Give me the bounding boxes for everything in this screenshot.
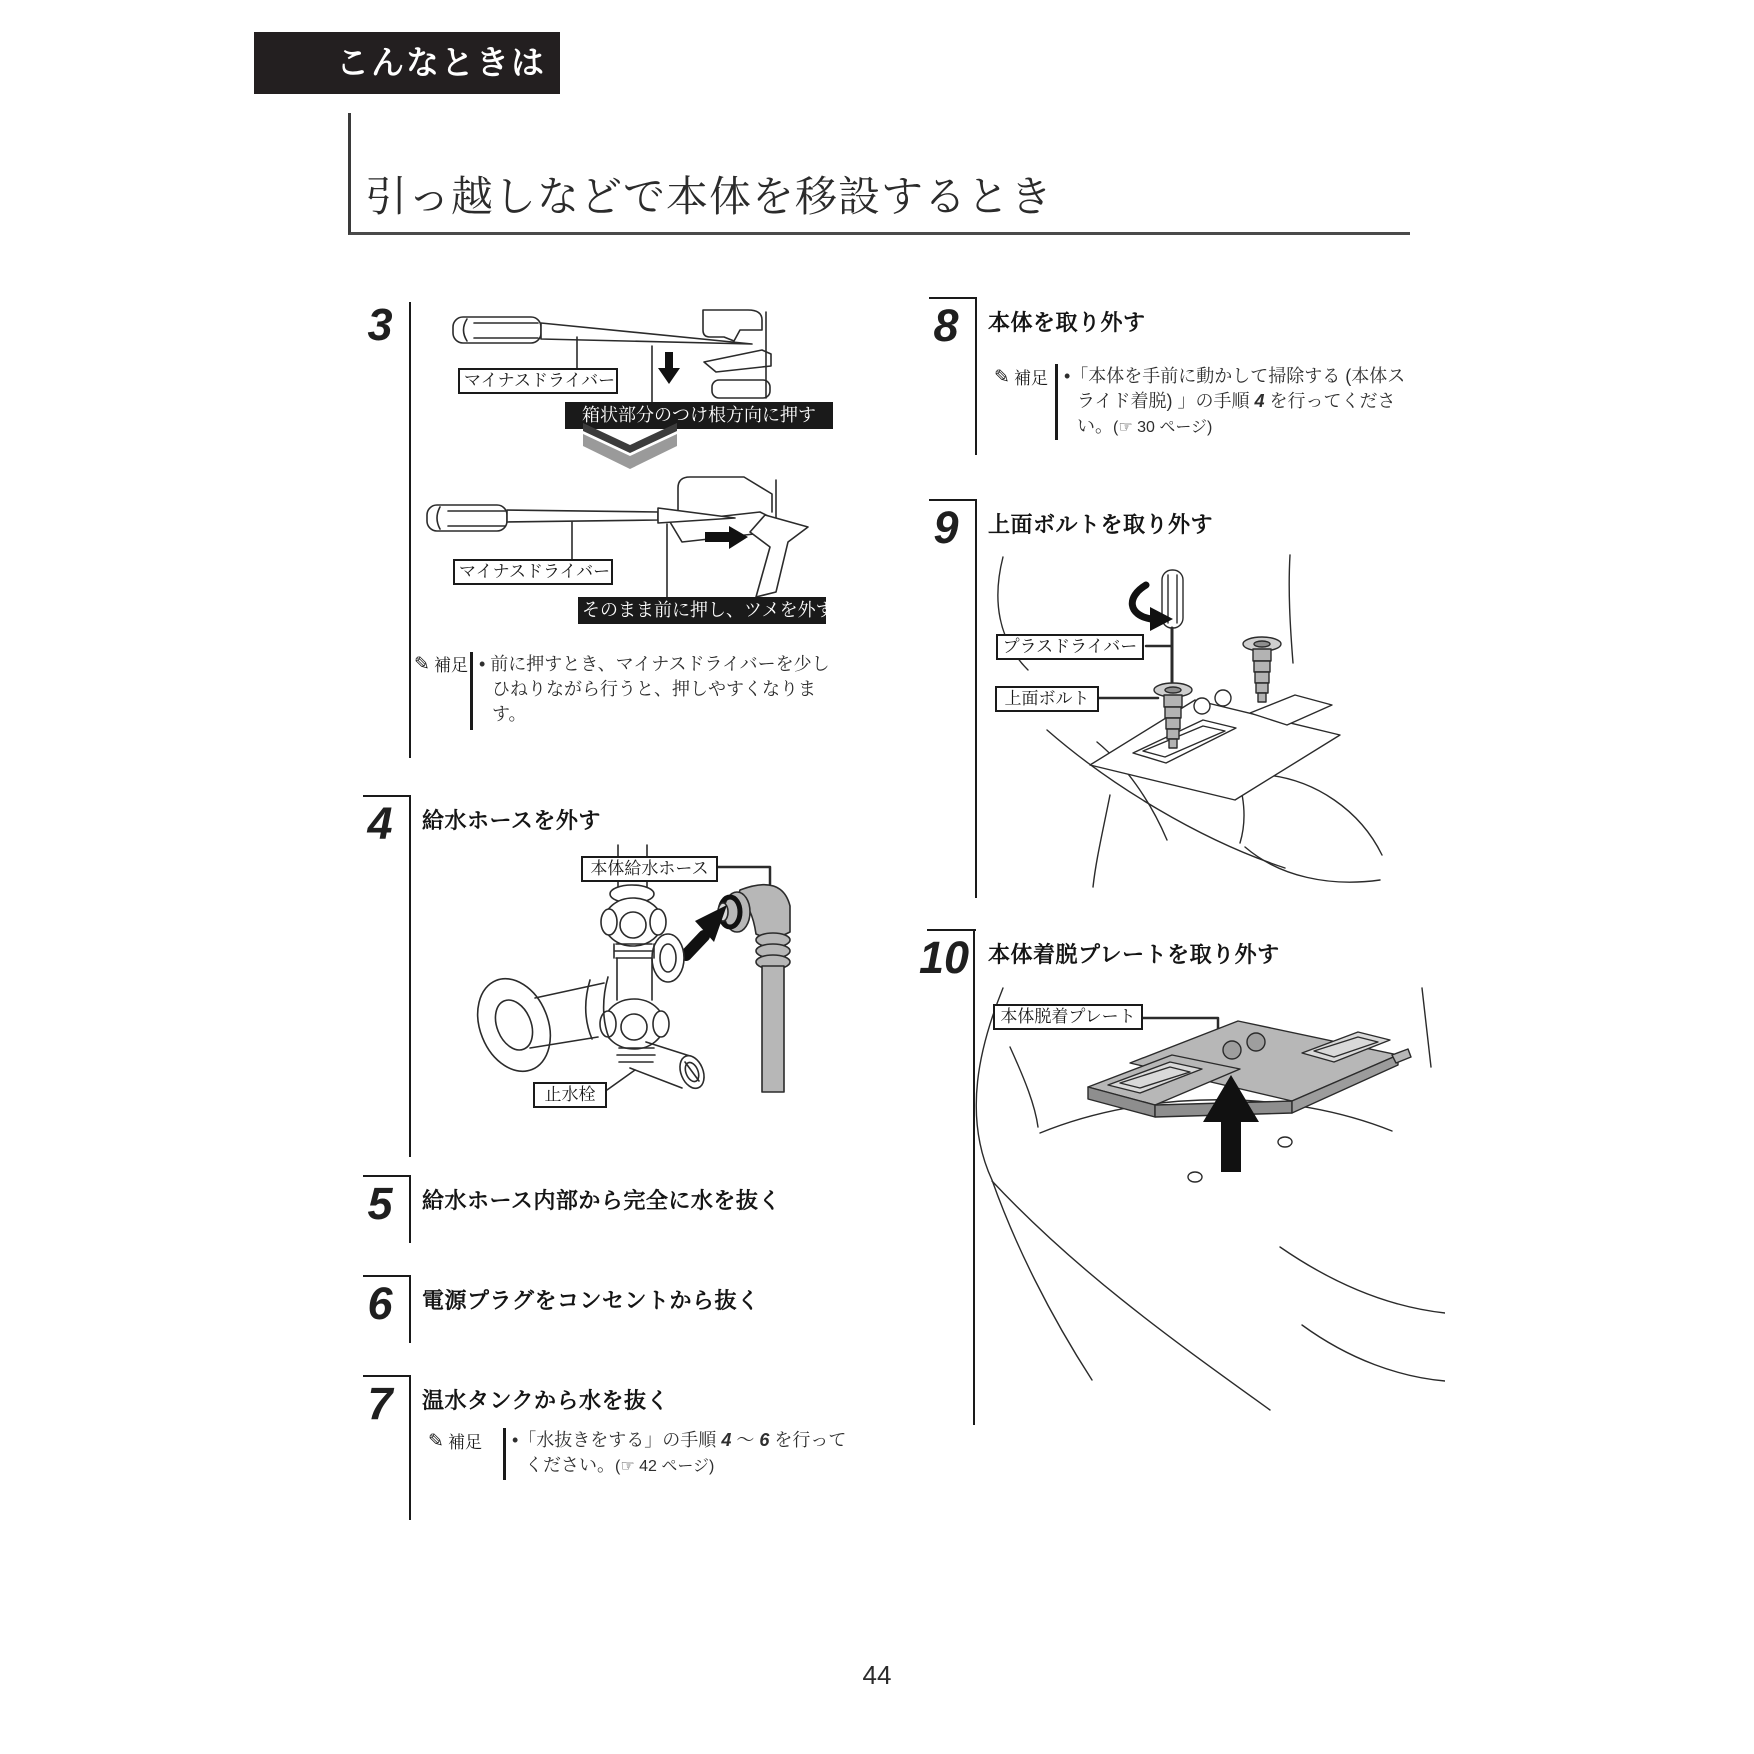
leader-line [717,867,770,884]
note-text: ひねりながら行うと、押しやすくなりま [492,679,816,699]
step9-number: 9 [933,502,959,553]
page-reference: (☞ 42 ページ) [615,1458,715,1475]
step4-rule [409,795,411,1157]
step6-heading: 電源プラグをコンセントから抜く [422,1288,760,1313]
step7-heading: 温水タンクから水を抜く [422,1388,670,1413]
note-label: 補足 [448,1433,482,1452]
note-divider [470,652,473,730]
step3-note [479,652,830,727]
note-label: 補足 [1014,369,1048,388]
plus-screwdriver [1162,570,1183,685]
leader-line [607,1070,635,1090]
note-text: ライド着脱) 」の手順 4 を行ってくださ [1077,391,1396,411]
step10-number: 10 [918,932,970,983]
step8-toprule [929,297,976,299]
detach-plate [1088,1021,1411,1117]
note-text: い。(☞ 30 ページ) [1077,416,1213,436]
callout-push-forward: そのまま前に押し、ツメを外す [578,597,826,624]
step3-rule [409,302,411,758]
note-label: 補足 [434,656,468,675]
pencil-icon: ✎ [428,1431,444,1452]
callout-body-supply-hose: 本体給水ホース [581,856,718,882]
top-bolt-removal-illustration [940,545,1440,910]
note-text: • 前に押すとき、マイナスドライバーを少し [479,654,830,674]
section-title-block [348,113,1410,235]
clip-part [703,310,771,398]
shutoff-valve [464,845,708,1092]
step9-toprule [929,499,976,501]
note-divider [503,1428,506,1480]
step4-heading: 給水ホースを外す [422,808,601,833]
step5-heading: 給水ホース内部から完全に水を抜く [422,1188,781,1213]
note-text: •「本体を手前に動かして掃除する (本体ス [1064,366,1406,386]
note-divider [1055,364,1058,440]
supply-hose [718,885,790,1092]
step8-number: 8 [933,300,959,351]
step6-number: 6 [367,1278,393,1329]
step5-rule [409,1175,411,1243]
step6-toprule [363,1275,410,1277]
step10-toprule [927,929,976,931]
callout-plus-driver: プラスドライバー [996,634,1144,660]
step6-rule [409,1275,411,1343]
plate-removal-illustration [940,985,1445,1430]
water-valve-illustration [440,840,810,1165]
step4-number: 4 [367,798,393,849]
note-text: ください。(☞ 42 ページ) [525,1455,715,1475]
step9-heading: 上面ボルトを取り外す [988,512,1214,537]
step7-number: 7 [367,1378,393,1429]
step4-toprule [363,795,410,797]
connect-arrow-icon [686,905,727,955]
step7-rule [409,1375,411,1520]
callout-detach-plate: 本体脱着プレート [993,1004,1143,1030]
page-reference: (☞ 30 ページ) [1113,419,1213,436]
hook-tab [750,515,808,597]
callout-minus-driver-2: マイナスドライバー [453,559,613,585]
page-title: 引っ越しなどで本体を移設するとき [365,173,1054,220]
step5-number: 5 [367,1178,393,1229]
down-arrow-icon [658,352,680,384]
bolt [1243,637,1281,702]
step3-number: 3 [367,299,393,350]
note-text: •「水抜きをする」の手順 4 〜 6 を行って [512,1430,847,1450]
step8-rule [975,297,977,455]
step8-heading: 本体を取り外す [988,310,1146,335]
section-badge: こんなときは [254,32,560,94]
pencil-icon: ✎ [414,654,430,675]
callout-top-bolt: 上面ボルト [995,686,1099,712]
step7-note [512,1428,846,1479]
page-number: 44 [862,1660,892,1690]
step10-heading: 本体着脱プレートを取り外す [988,942,1280,967]
callout-push-root: 箱状部分のつけ根方向に押す [565,402,833,429]
pencil-icon: ✎ [994,367,1010,388]
note-text: す。 [492,704,527,724]
step7-toprule [363,1375,410,1377]
callout-minus-driver-1: マイナスドライバー [458,368,618,394]
step8-note [1064,364,1405,440]
step5-toprule [363,1175,410,1177]
callout-shutoff-valve: 止水栓 [533,1082,607,1108]
